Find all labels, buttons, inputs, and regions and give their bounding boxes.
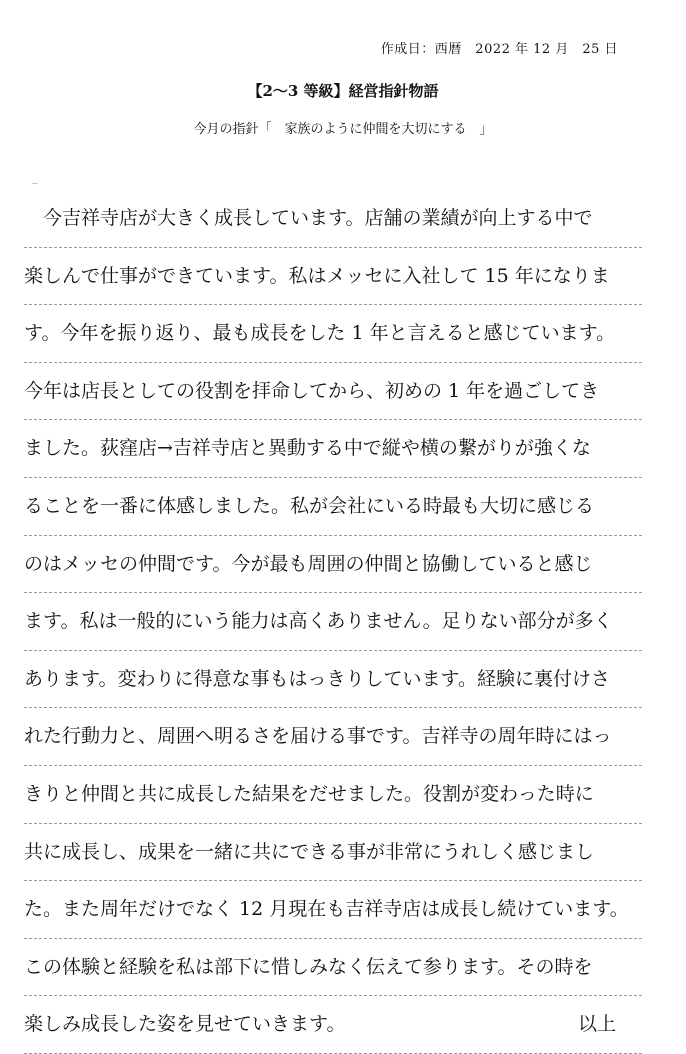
essay-body xyxy=(24,190,642,1054)
essay-line: す。今年を振り返り、最も成長をした 1 年と言えると感じています。 xyxy=(24,305,642,363)
essay-line: ました。荻窪店→吉祥寺店と異動する中で縦や横の繋がりが強くな xyxy=(24,420,642,478)
essay-line: 今吉祥寺店が大きく成長しています。店舗の業績が向上する中で xyxy=(24,190,642,248)
essay-line: 今年は店長としての役割を拝命してから、初めの 1 年を過ごしてき xyxy=(24,363,642,421)
essay-line: 楽しみ成長した姿を見せていきます。 xyxy=(24,1013,346,1036)
essay-line: あります。変わりに得意な事もはっきりしています。経験に裏付けさ xyxy=(24,651,642,709)
essay-line: のはメッセの仲間です。今が最も周囲の仲間と協働していると感じ xyxy=(24,536,642,594)
closing-word: 以上 xyxy=(577,1013,616,1036)
essay-line: ます。私は一般的にいう能力は高くありません。足りない部分が多く xyxy=(24,593,642,651)
essay-line: この体験と経験を私は部下に惜しみなく伝えて参ります。その時を xyxy=(24,939,642,997)
essay-line: た。また周年だけでなく 12 月現在も吉祥寺店は成長し続けています。 xyxy=(24,881,642,939)
monthly-motto: 今月の指針「 家族のように仲間を大切にする 」 xyxy=(193,122,493,137)
essay-line: きりと仲間と共に成長した結果をだせました。役割が変わった時に xyxy=(24,766,642,824)
essay-line: れた行動力と、周囲へ明るさを届ける事です。吉祥寺の周年時にはっ xyxy=(24,708,642,766)
essay-line: 楽しんで仕事ができています。私はメッセに入社して 15 年になりま xyxy=(24,248,642,306)
date-line: 作成日：西暦 2022 年 12 月 25 日 xyxy=(380,42,618,57)
essay-line: 共に成長し、成果を一緒に共にできる事が非常にうれしく感じまし xyxy=(24,824,642,882)
essay-line: ることを一番に体感しました。私が会社にいる時最も大切に感じる xyxy=(24,478,642,536)
margin-mark xyxy=(32,183,38,184)
essay-last-line xyxy=(24,996,642,1054)
document-title: 【2～3 等級】経営指針物語 xyxy=(247,82,439,100)
